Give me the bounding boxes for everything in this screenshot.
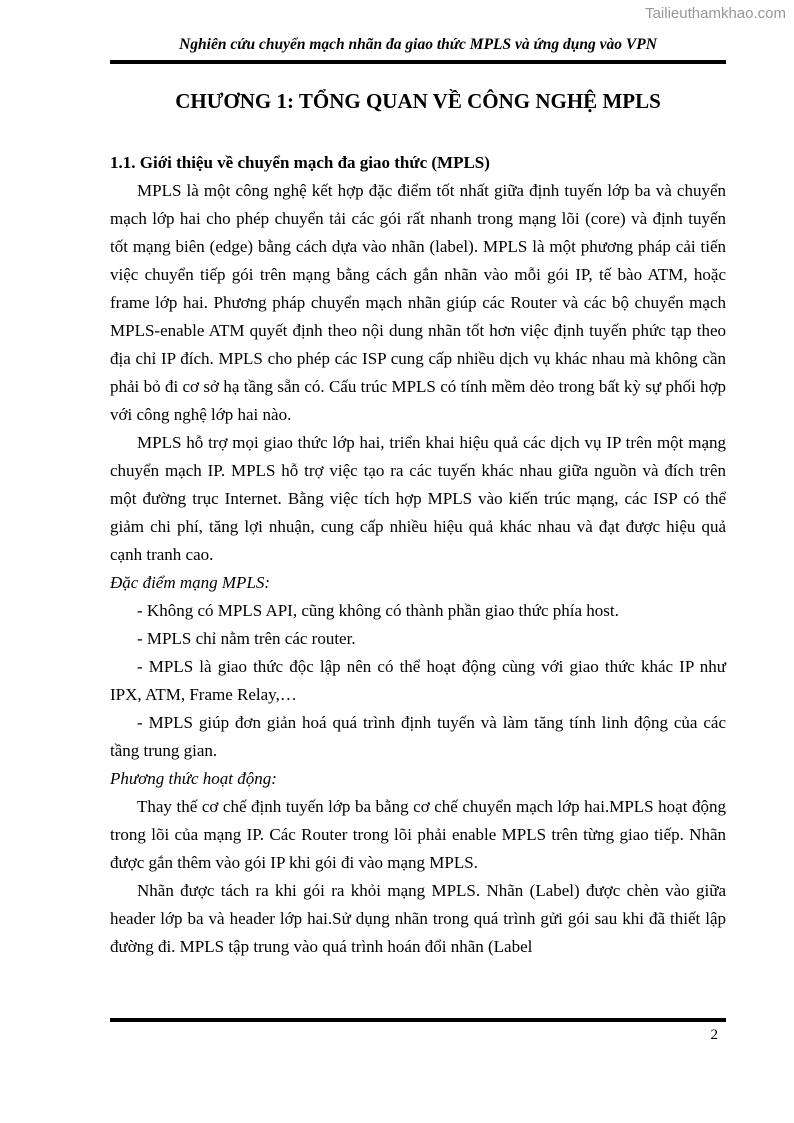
list-title-operation: Phương thức hoạt động:: [110, 769, 277, 789]
running-title: Nghiên cứu chuyển mạch nhãn đa giao thức MPLS và ứng dụng vào VPN: [110, 36, 726, 64]
page-header: [110, 36, 726, 64]
page-number: 2: [710, 1027, 718, 1043]
bullet-item-1: - Không có MPLS API, cũng không có thành phần giao thức phía host.: [137, 601, 619, 621]
page-body: [110, 76, 726, 961]
paragraph-intro-1: MPLS là một công nghệ kết hợp đặc điểm tốt nhất giữa định tuyến lớp ba và chuyển mạch lớp hai cho phép chuyển tải các gói rất nhanh trong mạng lõi (core) và định tuyến tốt mạng biên (edge) bằng cách dựa vào nhãn (label). MPLS là một phương pháp cải tiến việc chuyển tiếp gói trên mạng bằng cách gắn nhãn vào mỗi gói IP, tế bào ATM, hoặc frame lớp hai. Phương pháp chuyển mạch nhãn giúp các Router và các bộ chuyển mạch MPLS-enable ATM quyết định theo nội dung nhãn tốt hơn việc định tuyến phức tạp theo địa chỉ IP đích. MPLS cho phép các ISP cung cấp nhiều dịch vụ khác nhau mà không cần phải bỏ đi cơ sở hạ tầng sẵn có. Cấu trúc MPLS có tính mềm dẻo trong bất kỳ sự phối hợp với công nghệ lớp hai nào.: [110, 181, 726, 425]
list-title-features: Đặc điểm mạng MPLS:: [110, 573, 271, 593]
bullet-item-2: - MPLS chỉ nằm trên các router.: [137, 629, 356, 649]
bullet-item-4: - MPLS giúp đơn giản hoá quá trình định tuyến và làm tăng tính linh động của các tầng trung gian.: [110, 713, 726, 761]
bullet-item-3: - MPLS là giao thức độc lập nên có thể hoạt động cùng với giao thức khác IP như IPX, ATM, Frame Relay,…: [110, 657, 726, 705]
watermark-site-name: Tailieuthamkhao.com: [645, 5, 786, 22]
page-footer: [110, 1018, 726, 1044]
chapter-title: CHƯƠNG 1: TỔNG QUAN VỀ CÔNG NGHỆ MPLS: [175, 89, 661, 113]
paragraph-intro-2: MPLS hỗ trợ mọi giao thức lớp hai, triển khai hiệu quả các dịch vụ IP trên một mạng chuyển mạch IP. MPLS hỗ trợ việc tạo ra các tuyến khác nhau giữa nguồn và đích trên một đường trục Internet. Bằng việc tích hợp MPLS vào kiến trúc mạng, các ISP có thể giảm chi phí, tăng lợi nhuận, cung cấp nhiều hiệu quả khác nhau và đạt được hiệu quả cạnh tranh cao.: [110, 433, 726, 565]
paragraph-operation-2: Nhãn được tách ra khi gói ra khỏi mạng MPLS. Nhãn (Label) được chèn vào giữa header lớp ba và header lớp hai.Sử dụng nhãn trong quá trình gửi gói sau khi đã thiết lập đường đi. MPLS tập trung vào quá trình hoán đổi nhãn (Label: [110, 881, 726, 957]
paragraph-operation-1: Thay thế cơ chế định tuyến lớp ba bằng cơ chế chuyển mạch lớp hai.MPLS hoạt động trong lõi của mạng IP. Các Router trong lõi phải enable MPLS trên từng giao tiếp. Nhãn được gắn thêm vào gói IP khi gói đi vào mạng MPLS.: [110, 797, 726, 873]
section-heading: 1.1. Giới thiệu về chuyển mạch đa giao thức (MPLS): [110, 153, 490, 173]
